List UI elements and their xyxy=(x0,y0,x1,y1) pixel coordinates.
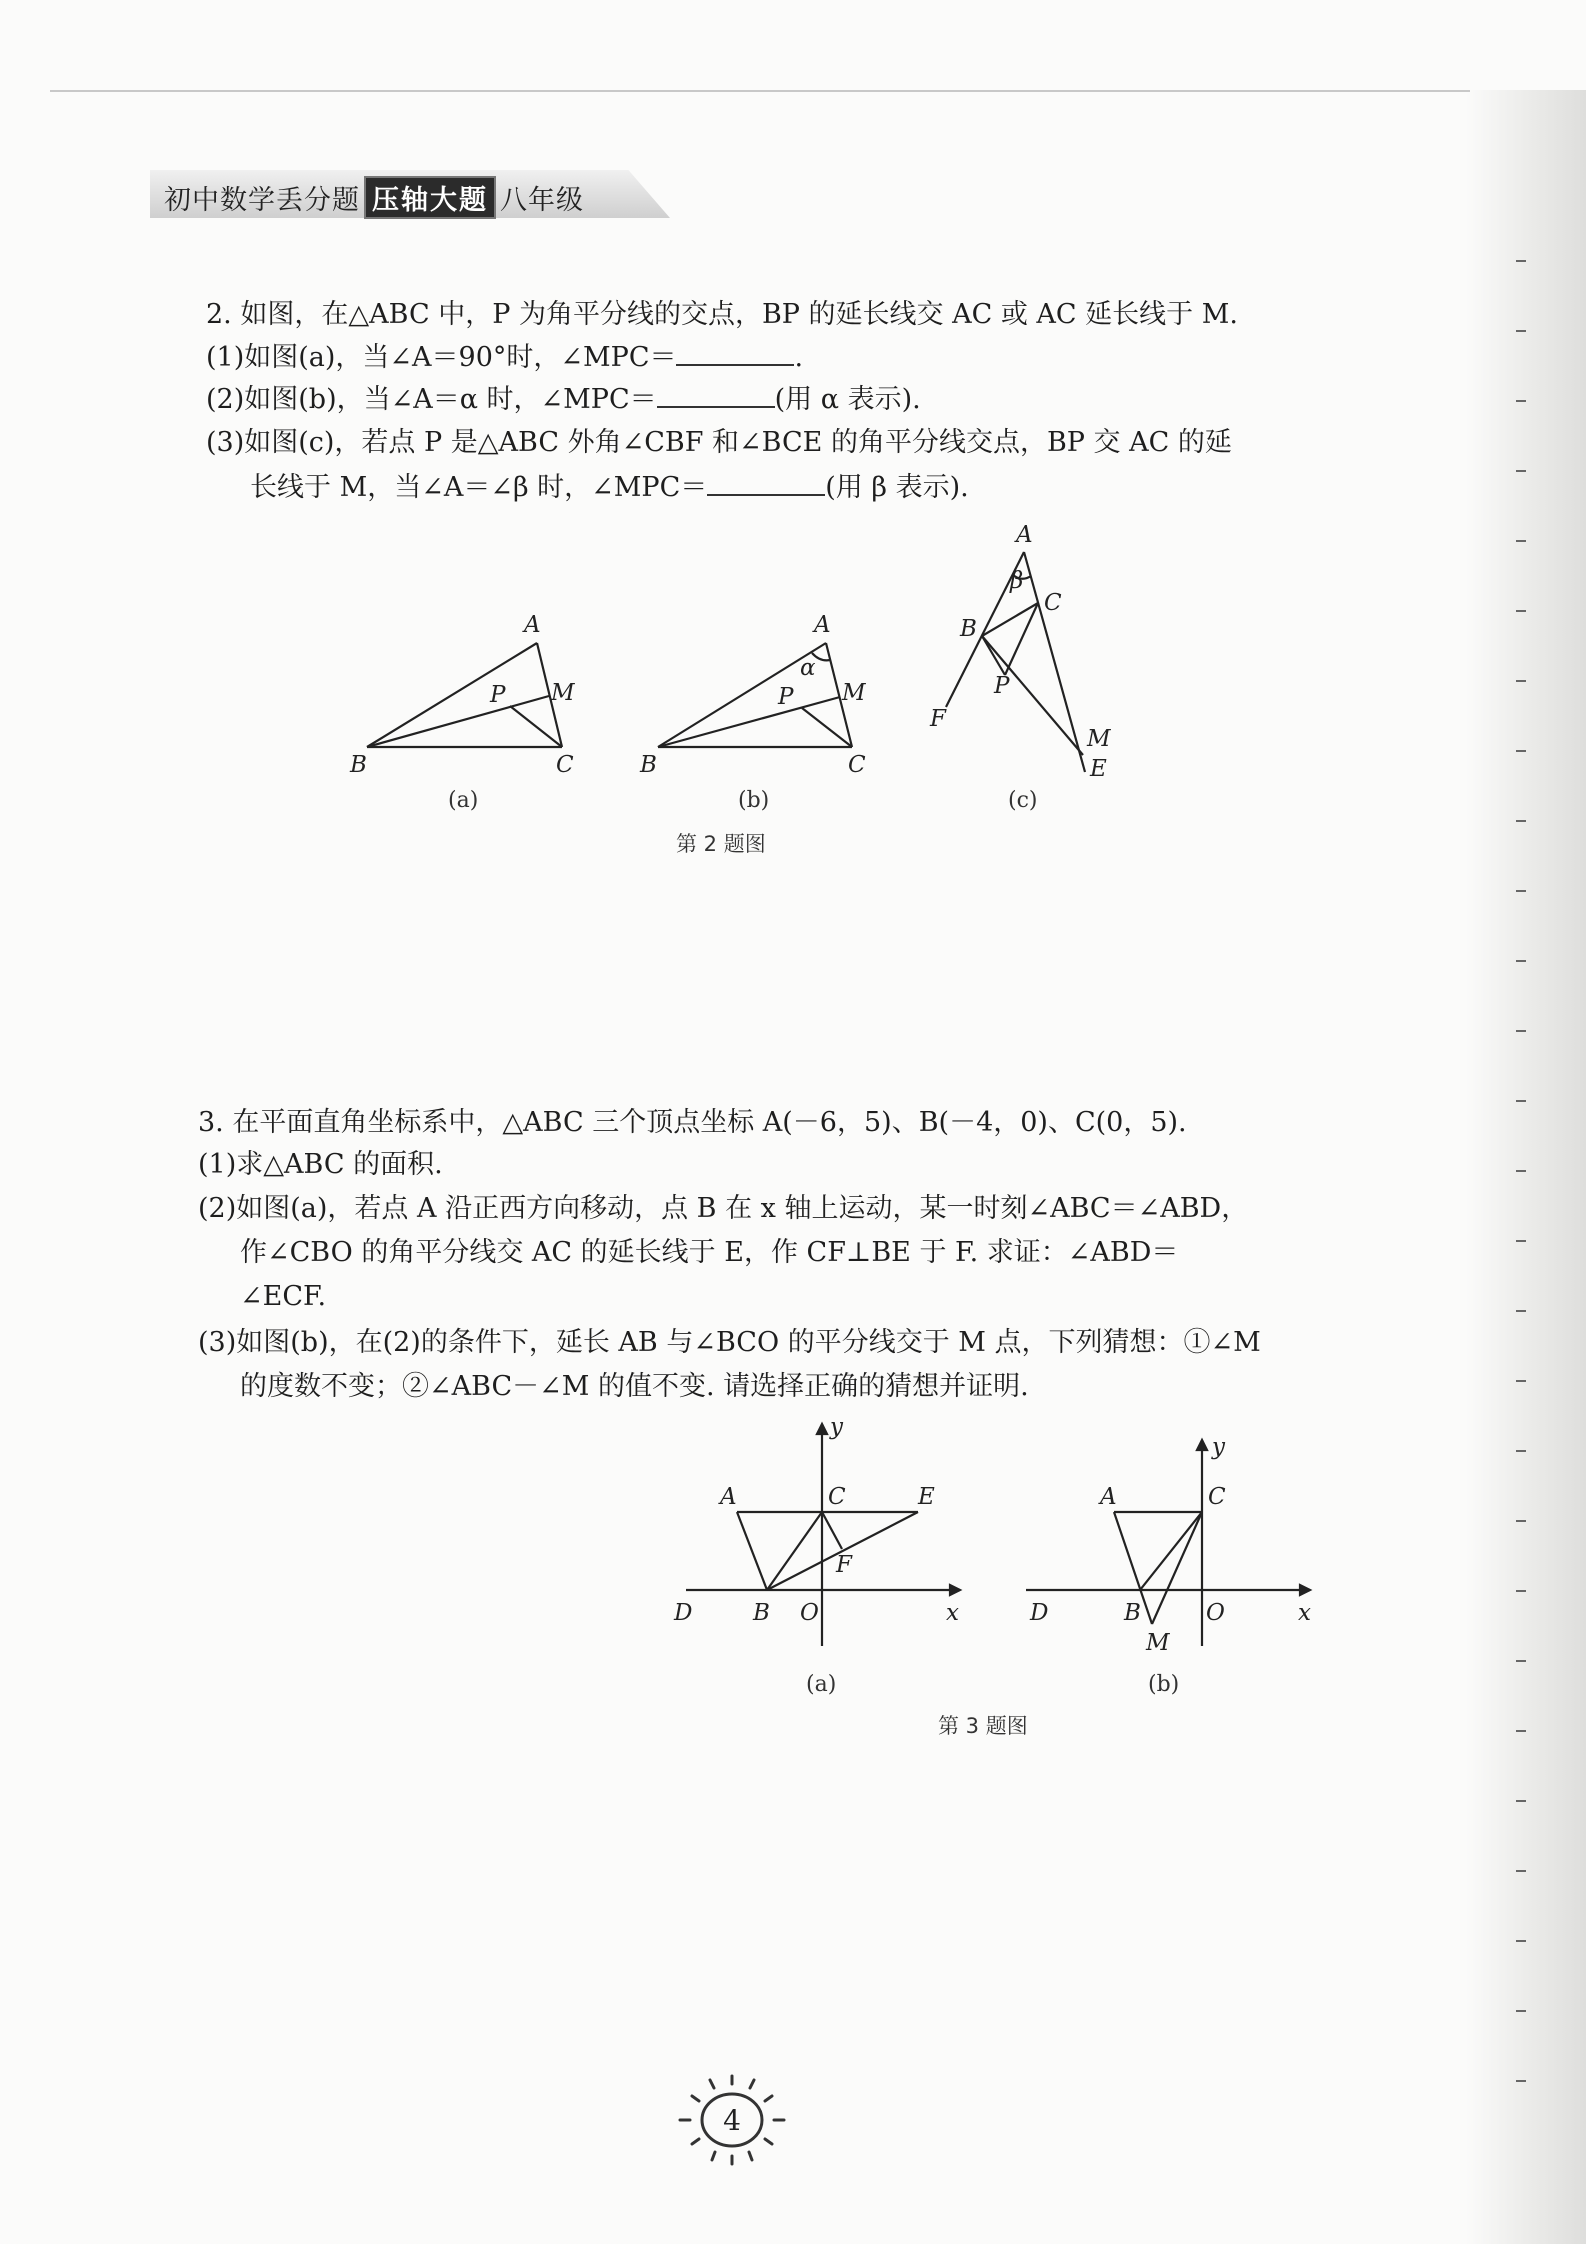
label-3a-A: A xyxy=(720,1484,737,1510)
label-b-B: B xyxy=(640,752,657,778)
header-suffix: 八年级 xyxy=(500,185,584,216)
q3-part2-line3: ∠ECF. xyxy=(240,1281,327,1312)
q2-figure-title: 第 2 题图 xyxy=(676,832,766,856)
q2-part2-end: (用 α 表示). xyxy=(774,384,921,415)
q3-figure-a-labels xyxy=(673,1420,959,1626)
label-a-B: B xyxy=(350,752,367,778)
header-badge: 压轴大题 xyxy=(364,176,496,219)
q3-part2-line1: (2)如图(a)，若点 A 沿正西方向移动，点 B 在 x 轴上运动，某一时刻∠ABC＝∠ABD， xyxy=(198,1193,1249,1224)
label-a-P: P xyxy=(490,682,506,708)
page-number: 4 xyxy=(723,2104,741,2137)
q2-part3-line1: (3)如图(c)，若点 P 是△ABC 外角∠CBF 和∠BCE 的角平分线交点，BP 交 AC 的延 xyxy=(206,427,1232,458)
label-b-C: C xyxy=(848,752,866,778)
label-3b-M: M xyxy=(1146,1630,1170,1656)
q2-figure-b-labels xyxy=(639,612,867,778)
q2-part1-text: (1)如图(a)，当∠A＝90°时，∠MPC＝ xyxy=(206,342,677,373)
label-b-alpha: α xyxy=(800,655,816,681)
q3-figures xyxy=(0,1420,1586,1660)
label-3a-F: F xyxy=(836,1552,852,1578)
q2-part2-text: (2)如图(b)，当∠A＝α 时，∠MPC＝ xyxy=(206,384,657,415)
q3-part3-line2: 的度数不变；②∠ABC－∠M 的值不变. 请选择正确的猜想并证明. xyxy=(240,1371,1029,1402)
q3-figure-a xyxy=(686,1424,960,1646)
page-edge-shadow xyxy=(1466,90,1586,2244)
label-3b-A: A xyxy=(1100,1484,1117,1510)
question-3 xyxy=(198,1104,1358,1424)
q2-part2 xyxy=(206,380,921,419)
q3-figure-title: 第 3 题图 xyxy=(938,1714,1028,1738)
label-3b-x: x xyxy=(1298,1600,1311,1626)
q2-stem: 2. 如图，在△ABC 中，P 为角平分线的交点，BP 的延长线交 AC 或 AC 延长线于 M. xyxy=(206,299,1238,330)
label-c-beta: β xyxy=(1010,568,1024,594)
label-3b-y: y xyxy=(1212,1434,1225,1460)
label-3a-y: y xyxy=(830,1420,843,1440)
label-3b-B: B xyxy=(1124,1600,1141,1626)
label-c-A: A xyxy=(1016,522,1033,548)
label-c-M: M xyxy=(1087,726,1111,752)
q2-part1-blank xyxy=(676,338,794,366)
page-number-sun xyxy=(672,2068,792,2178)
q2-part3-text: 长线于 M，当∠A＝∠β 时，∠MPC＝ xyxy=(250,472,708,503)
q3-caption-a: (a) xyxy=(806,1672,837,1697)
q2-part2-blank xyxy=(657,380,775,408)
q2-caption-a: (a) xyxy=(448,788,479,813)
label-3a-x: x xyxy=(946,1600,959,1626)
label-3a-D: D xyxy=(674,1600,693,1626)
q3-stem: 3. 在平面直角坐标系中，△ABC 三个顶点坐标 A(－6，5)、B(－4，0)、C(0，5). xyxy=(198,1107,1187,1138)
label-a-M: M xyxy=(551,680,575,706)
q2-part1-end: . xyxy=(794,342,804,373)
q3-figure-b-labels xyxy=(1029,1434,1311,1656)
label-b-M: M xyxy=(842,680,866,706)
label-a-A: A xyxy=(524,612,541,638)
q3-part1: (1)求△ABC 的面积. xyxy=(198,1149,443,1180)
label-a-C: C xyxy=(556,752,574,778)
label-3a-B: B xyxy=(753,1600,770,1626)
q3-figure-b xyxy=(1026,1440,1310,1646)
label-3a-C: C xyxy=(828,1484,846,1510)
q2-part3-line2 xyxy=(250,468,969,507)
label-b-A: A xyxy=(814,612,831,638)
q3-part3-line1: (3)如图(b)，在(2)的条件下，延长 AB 与∠BCO 的平分线交于 M 点，下列猜想：①∠M xyxy=(198,1327,1261,1358)
q2-figures xyxy=(0,510,1586,910)
q3-caption-b: (b) xyxy=(1148,1672,1180,1697)
label-3b-D: D xyxy=(1030,1600,1049,1626)
q2-caption-c: (c) xyxy=(1008,788,1038,813)
label-c-P: P xyxy=(994,673,1010,699)
q2-figure-b xyxy=(658,643,852,747)
page-top-border xyxy=(50,90,1470,92)
label-3b-O: O xyxy=(1206,1600,1225,1626)
q2-caption-b: (b) xyxy=(738,788,770,813)
label-3a-O: O xyxy=(800,1600,819,1626)
header-prefix: 初中数学丢分题 xyxy=(164,185,360,216)
q2-figure-a-labels xyxy=(349,612,576,778)
label-c-F: F xyxy=(930,706,946,732)
label-c-B: B xyxy=(960,616,977,642)
q2-part1 xyxy=(206,338,803,377)
label-3b-C: C xyxy=(1208,1484,1226,1510)
q2-part3-blank xyxy=(707,468,825,496)
q2-part3-end: (用 β 表示). xyxy=(825,472,969,503)
header-title xyxy=(164,176,584,219)
q3-part2-line2: 作∠CBO 的角平分线交 AC 的延长线于 E，作 CF⊥BE 于 F. 求证：∠ABD＝ xyxy=(240,1237,1179,1268)
label-3a-E: E xyxy=(918,1484,935,1510)
label-c-E: E xyxy=(1090,756,1107,782)
book-header xyxy=(150,170,680,220)
label-c-C: C xyxy=(1044,590,1062,616)
label-b-P: P xyxy=(778,684,794,710)
q2-figure-a xyxy=(367,643,562,747)
